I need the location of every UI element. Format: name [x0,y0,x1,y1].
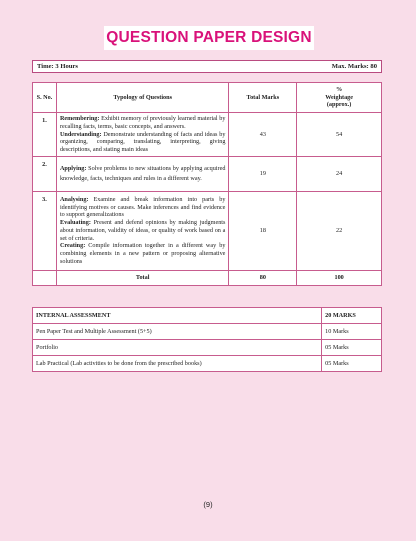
assessment-label: Pen Paper Test and Multiple Assessment (5+5) [33,324,322,340]
row-weight: 24 [297,156,382,191]
total-sno-cell [33,270,57,285]
row-sno: 3. [33,191,57,270]
row-marks: 18 [229,191,297,270]
typology-text: Exhibit memory of previously learned material by recalling facts, terms, basic concepts, and answers. [59,115,226,130]
assessment-marks: 10 Marks [322,324,382,340]
total-label: Total [56,270,228,285]
row-marks: 19 [229,156,297,191]
assessment-head-marks: 20 MARKS [322,308,382,324]
table-row [33,156,382,191]
question-design-table [32,82,382,286]
header-approx: (approx.) [326,101,352,109]
typology-label: Understanding: [59,130,102,138]
assessment-marks: 05 Marks [322,340,382,356]
table-row [33,113,382,157]
typology-text: Examine and break information into parts by identifying motives or causes. Make inferences and find evidence to support generalizations [59,195,226,219]
row-marks: 43 [229,113,297,157]
assessment-marks: 05 Marks [322,356,382,372]
internal-assessment-table [32,307,382,372]
header-weightage-label: Weightage [325,93,354,101]
table-row [33,356,382,372]
typology-text: Present and defend opinions by making judgments about information, validity of ideas, or quality of work based on a set of criteria. [59,219,226,242]
header-percent: % [336,85,343,93]
header-typology: Typology of Questions [56,83,228,113]
max-marks-label: Max. Marks: 80 [331,63,377,70]
typology-text: Solve problems to new situations by applying acquired knowledge, facts, techniques and rules in a different way. [59,164,226,182]
row-typology [56,191,228,270]
typology-label: Applying: [59,164,87,172]
header-total-marks: Total Marks [229,83,297,113]
header-weightage [297,83,382,113]
total-row [33,270,382,285]
table-header-row [33,83,382,113]
typology-label: Analysing: [59,195,89,203]
table-row [33,191,382,270]
typology-label: Remembering: [59,115,100,122]
row-sno: 2. [33,156,57,191]
assessment-head-label: INTERNAL ASSESSMENT [33,308,322,324]
assessment-label: Portfolio [33,340,322,356]
page-number: (9) [203,500,213,509]
page-title: QUESTION PAPER DESIGN [106,29,312,46]
row-weight: 54 [297,113,382,157]
table-row [33,324,382,340]
typology-text: Compile information together in a different way by combining elements in a new pattern or proposing alternative solutions [59,242,226,265]
row-typology [56,113,228,157]
assessment-header-row [33,308,382,324]
typology-label: Evaluating: [59,219,91,227]
total-weight: 100 [297,270,382,285]
time-bar [32,60,382,73]
row-weight: 22 [297,191,382,270]
assessment-label: Lab Practical (Lab activities to be done from the prescribed books) [33,356,322,372]
table-row [33,340,382,356]
total-marks: 80 [229,270,297,285]
header-sno: S. No. [33,83,57,113]
time-label: Time: 3 Hours [37,63,78,70]
title-box [104,26,314,50]
row-sno: 1. [33,113,57,157]
row-typology [56,156,228,191]
typology-label: Creating: [59,242,86,250]
typology-text: Demonstrate understanding of facts and ideas by organizing, comparing, translating, interpreting, giving descriptions, and stating main ideas [59,130,226,153]
